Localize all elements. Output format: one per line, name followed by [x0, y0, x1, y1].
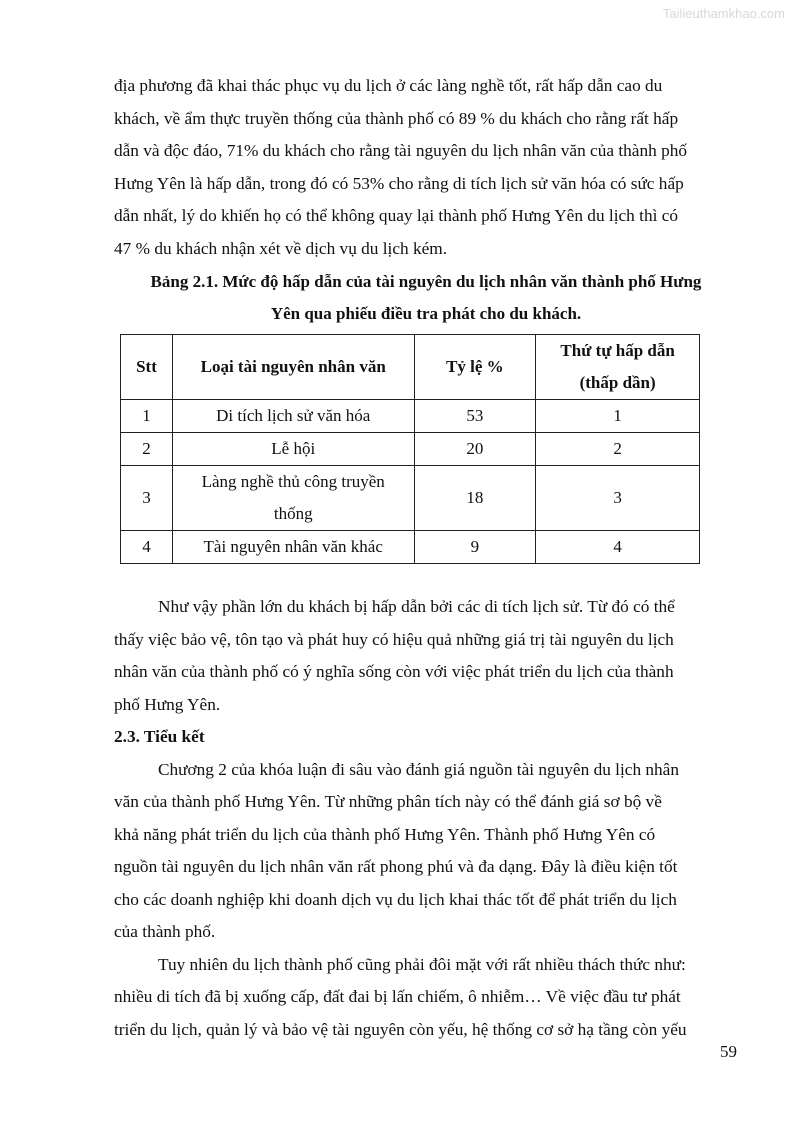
header-rank-line: (thấp dần): [579, 373, 656, 392]
text-line: phố Hưng Yên.: [114, 694, 221, 714]
cell-line: thống: [273, 504, 313, 523]
cell-rank: 3: [536, 466, 700, 531]
text-line: Tuy nhiên du lịch thành phố cũng phải đôi mặt với rất nhiều thách thức như:: [158, 954, 686, 974]
table-header-row: [121, 335, 700, 400]
cell-resource-type: [172, 466, 414, 531]
text-line: nhân văn của thành phố có ý nghĩa sống còn với việc phát triển du lịch của thành: [114, 662, 674, 681]
text-line: 47 % du khách nhận xét về dịch vụ du lịch kém.: [114, 238, 448, 258]
text-line: nhiều di tích đã bị xuống cấp, đất đai bị lấn chiếm, ô nhiễm… Về việc đầu tư phát: [114, 987, 681, 1006]
caption-line: Yên qua phiếu điều tra phát cho du khách.: [270, 304, 582, 323]
cell-ratio: 9: [414, 531, 536, 564]
table-row: [121, 466, 700, 531]
summary-paragraph: [114, 591, 738, 721]
intro-paragraph: [114, 70, 738, 265]
cell-rank: 1: [536, 400, 700, 433]
text-line: cho các doanh nghiệp khi doanh dịch vụ du lịch khai thác tốt để phát triển du lịch: [114, 889, 677, 909]
lower-body: [114, 591, 738, 1046]
text-line: khả năng phát triển du lịch của thành phố Hưng Yên. Thành phố Hưng Yên có: [114, 824, 656, 844]
cell-resource-type: Lễ hội: [172, 433, 414, 466]
section-title: 2.3. Tiểu kết: [114, 727, 205, 746]
table-row: [121, 400, 700, 433]
table-caption: [114, 266, 738, 330]
header-resource-type: Loại tài nguyên nhân văn: [172, 335, 414, 400]
text-line: văn của thành phố Hưng Yên. Từ những phân tích này có thể đánh giá sơ bộ về: [114, 792, 662, 811]
cell-stt: 4: [121, 531, 173, 564]
cell-line: Làng nghề thủ công truyền: [201, 472, 385, 491]
table-row: [121, 433, 700, 466]
header-rank-line: Thứ tự hấp dẫn: [560, 341, 675, 360]
table-row: [121, 531, 700, 564]
cell-ratio: 20: [414, 433, 536, 466]
cell-resource-type: Tài nguyên nhân văn khác: [172, 531, 414, 564]
watermark: Tailieuthamkhao.com: [662, 6, 785, 21]
text-line: của thành phố.: [114, 922, 216, 941]
text-line: dẫn nhất, lý do khiến họ có thể không quay lại thành phố Hưng Yên du lịch thì có: [114, 206, 679, 225]
cell-stt: 2: [121, 433, 173, 466]
cell-ratio: 53: [414, 400, 536, 433]
text-line: địa phương đã khai thác phục vụ du lịch ở các làng nghề tốt, rất hấp dẫn cao du: [114, 76, 663, 95]
text-line: Như vậy phần lớn du khách bị hấp dẫn bởi các di tích lịch sử. Từ đó có thể: [158, 597, 675, 616]
chapter-paragraph: [114, 754, 738, 949]
cell-rank: 2: [536, 433, 700, 466]
text-line: Hưng Yên là hấp dẫn, trong đó có 53% cho rằng di tích lịch sử văn hóa có sức hấp: [114, 173, 684, 193]
header-stt: Stt: [121, 335, 173, 400]
caption-line: Bảng 2.1. Mức độ hấp dẫn của tài nguyên du lịch nhân văn thành phố Hưng: [150, 272, 702, 291]
attraction-table: [120, 334, 700, 564]
cell-stt: 1: [121, 400, 173, 433]
text-line: triển du lịch, quản lý và bảo vệ tài nguyên còn yếu, hệ thống cơ sở hạ tầng còn yếu: [114, 1019, 687, 1039]
header-rank: [536, 335, 700, 400]
text-line: nguồn tài nguyên du lịch nhân văn rất phong phú và đa dạng. Đây là điều kiện tốt: [114, 857, 678, 876]
cell-resource-type: Di tích lịch sử văn hóa: [172, 400, 414, 433]
cell-rank: 4: [536, 531, 700, 564]
text-line: Chương 2 của khóa luận đi sâu vào đánh giá nguồn tài nguyên du lịch nhân: [158, 759, 679, 779]
cell-stt: 3: [121, 466, 173, 531]
challenges-paragraph: [114, 949, 738, 1047]
text-line: dẫn và độc đáo, 71% du khách cho rằng tài nguyên du lịch nhân văn của thành phố: [114, 141, 687, 160]
text-line: thấy việc bảo vệ, tôn tạo và phát huy có hiệu quả những giá trị tài nguyên du lịch: [114, 629, 674, 649]
text-line: khách, về ẩm thực truyền thống của thành phố có 89 % du khách cho rằng rất hấp: [114, 108, 679, 128]
cell-ratio: 18: [414, 466, 536, 531]
page-number: 59: [720, 1042, 737, 1061]
header-ratio: Tỷ lệ %: [414, 335, 536, 400]
